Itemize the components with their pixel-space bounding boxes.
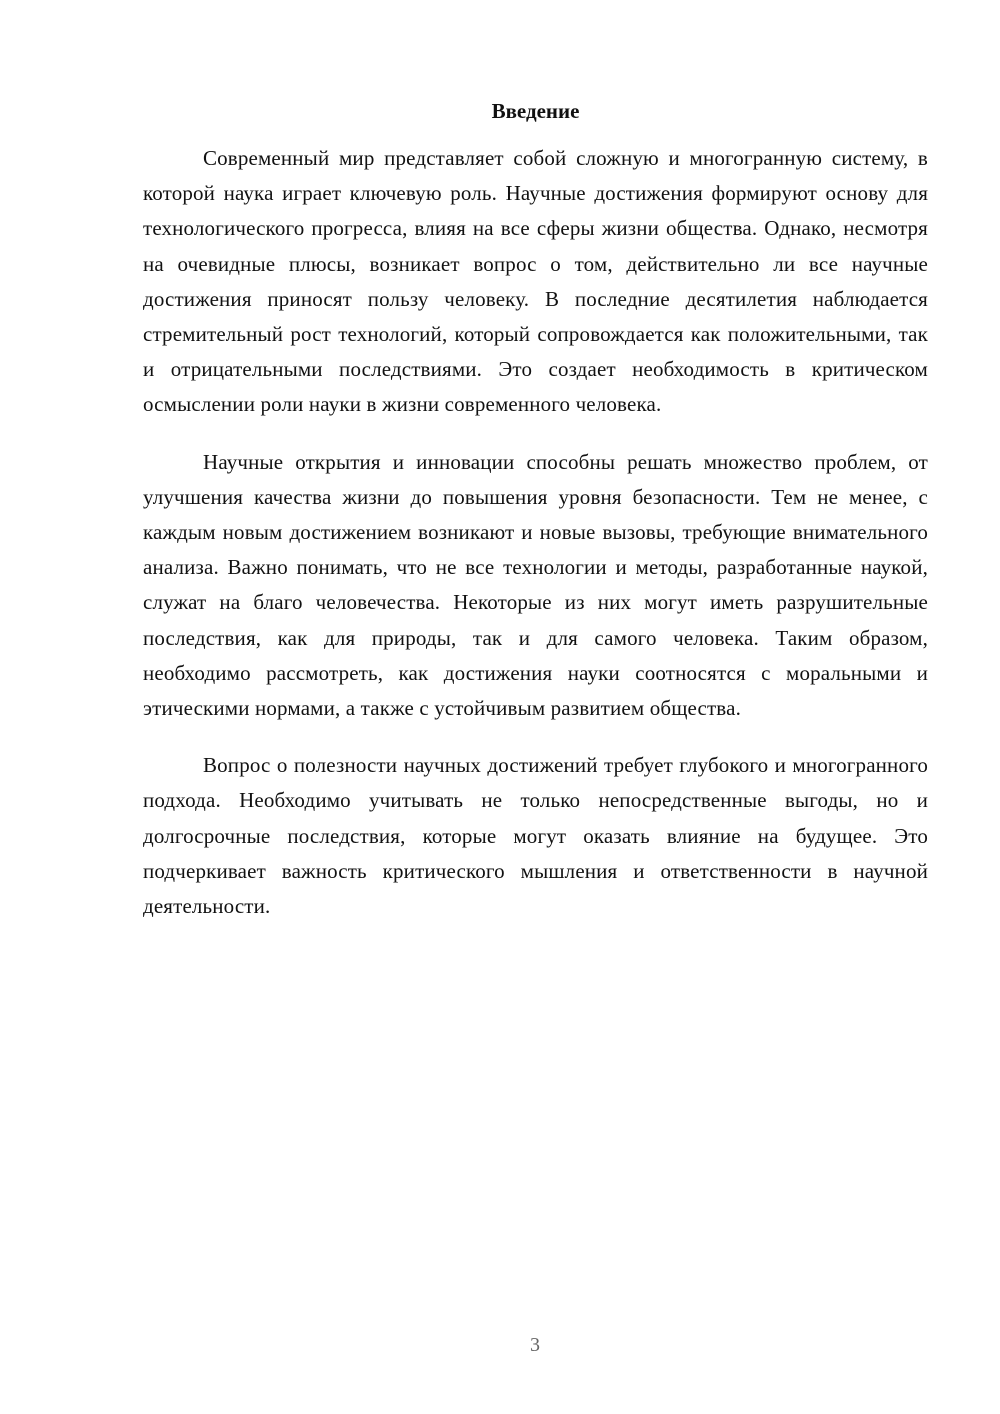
paragraph-1: Современный мир представляет собой сложную и многогранную систему, в которой наука играет ключевую роль. Научные достижения формируют основу для технологического прогресса, влияя на все сферы жизни общества. Однако, несмотря на очевидные плюсы, возникает вопрос о том, действительно ли все научные достижения приносят пользу человеку. В последние десятилетия наблюдается стремительный рост технологий, который сопровождается как положительными, так и отрицательными последствиями. Это создает необходимость в критическом осмыслении роли науки в жизни современного человека.: [143, 146, 928, 417]
paragraph-3: Вопрос о полезности научных достижений требует глубокого и многогранного подхода. Необходимо учитывать не только непосредственные выгоды, но и долгосрочные последствия, которые могут оказать влияние на будущее. Это подчеркивает важность критического мышления и ответственности в научной деятельности.: [143, 753, 928, 919]
paragraph-2: Научные открытия и инновации способны решать множество проблем, от улучшения качества жизни до повышения уровня безопасности. Тем не менее, с каждым новым достижением возникают и новые вызовы, требующие внимательного анализа. Важно понимать, что не все технологии и методы, разработанные наукой, служат на благо человечества. Некоторые из них могут иметь разрушительные последствия, как для природы, так и для самого человека. Таким образом, необходимо рассмотреть, как достижения науки соотносятся с моральными и этическими нормами, а также с устойчивым развитием общества.: [143, 449, 928, 721]
section-title: Введение: [491, 99, 580, 123]
document-body: [143, 95, 928, 946]
page-number: 3: [530, 1334, 540, 1356]
